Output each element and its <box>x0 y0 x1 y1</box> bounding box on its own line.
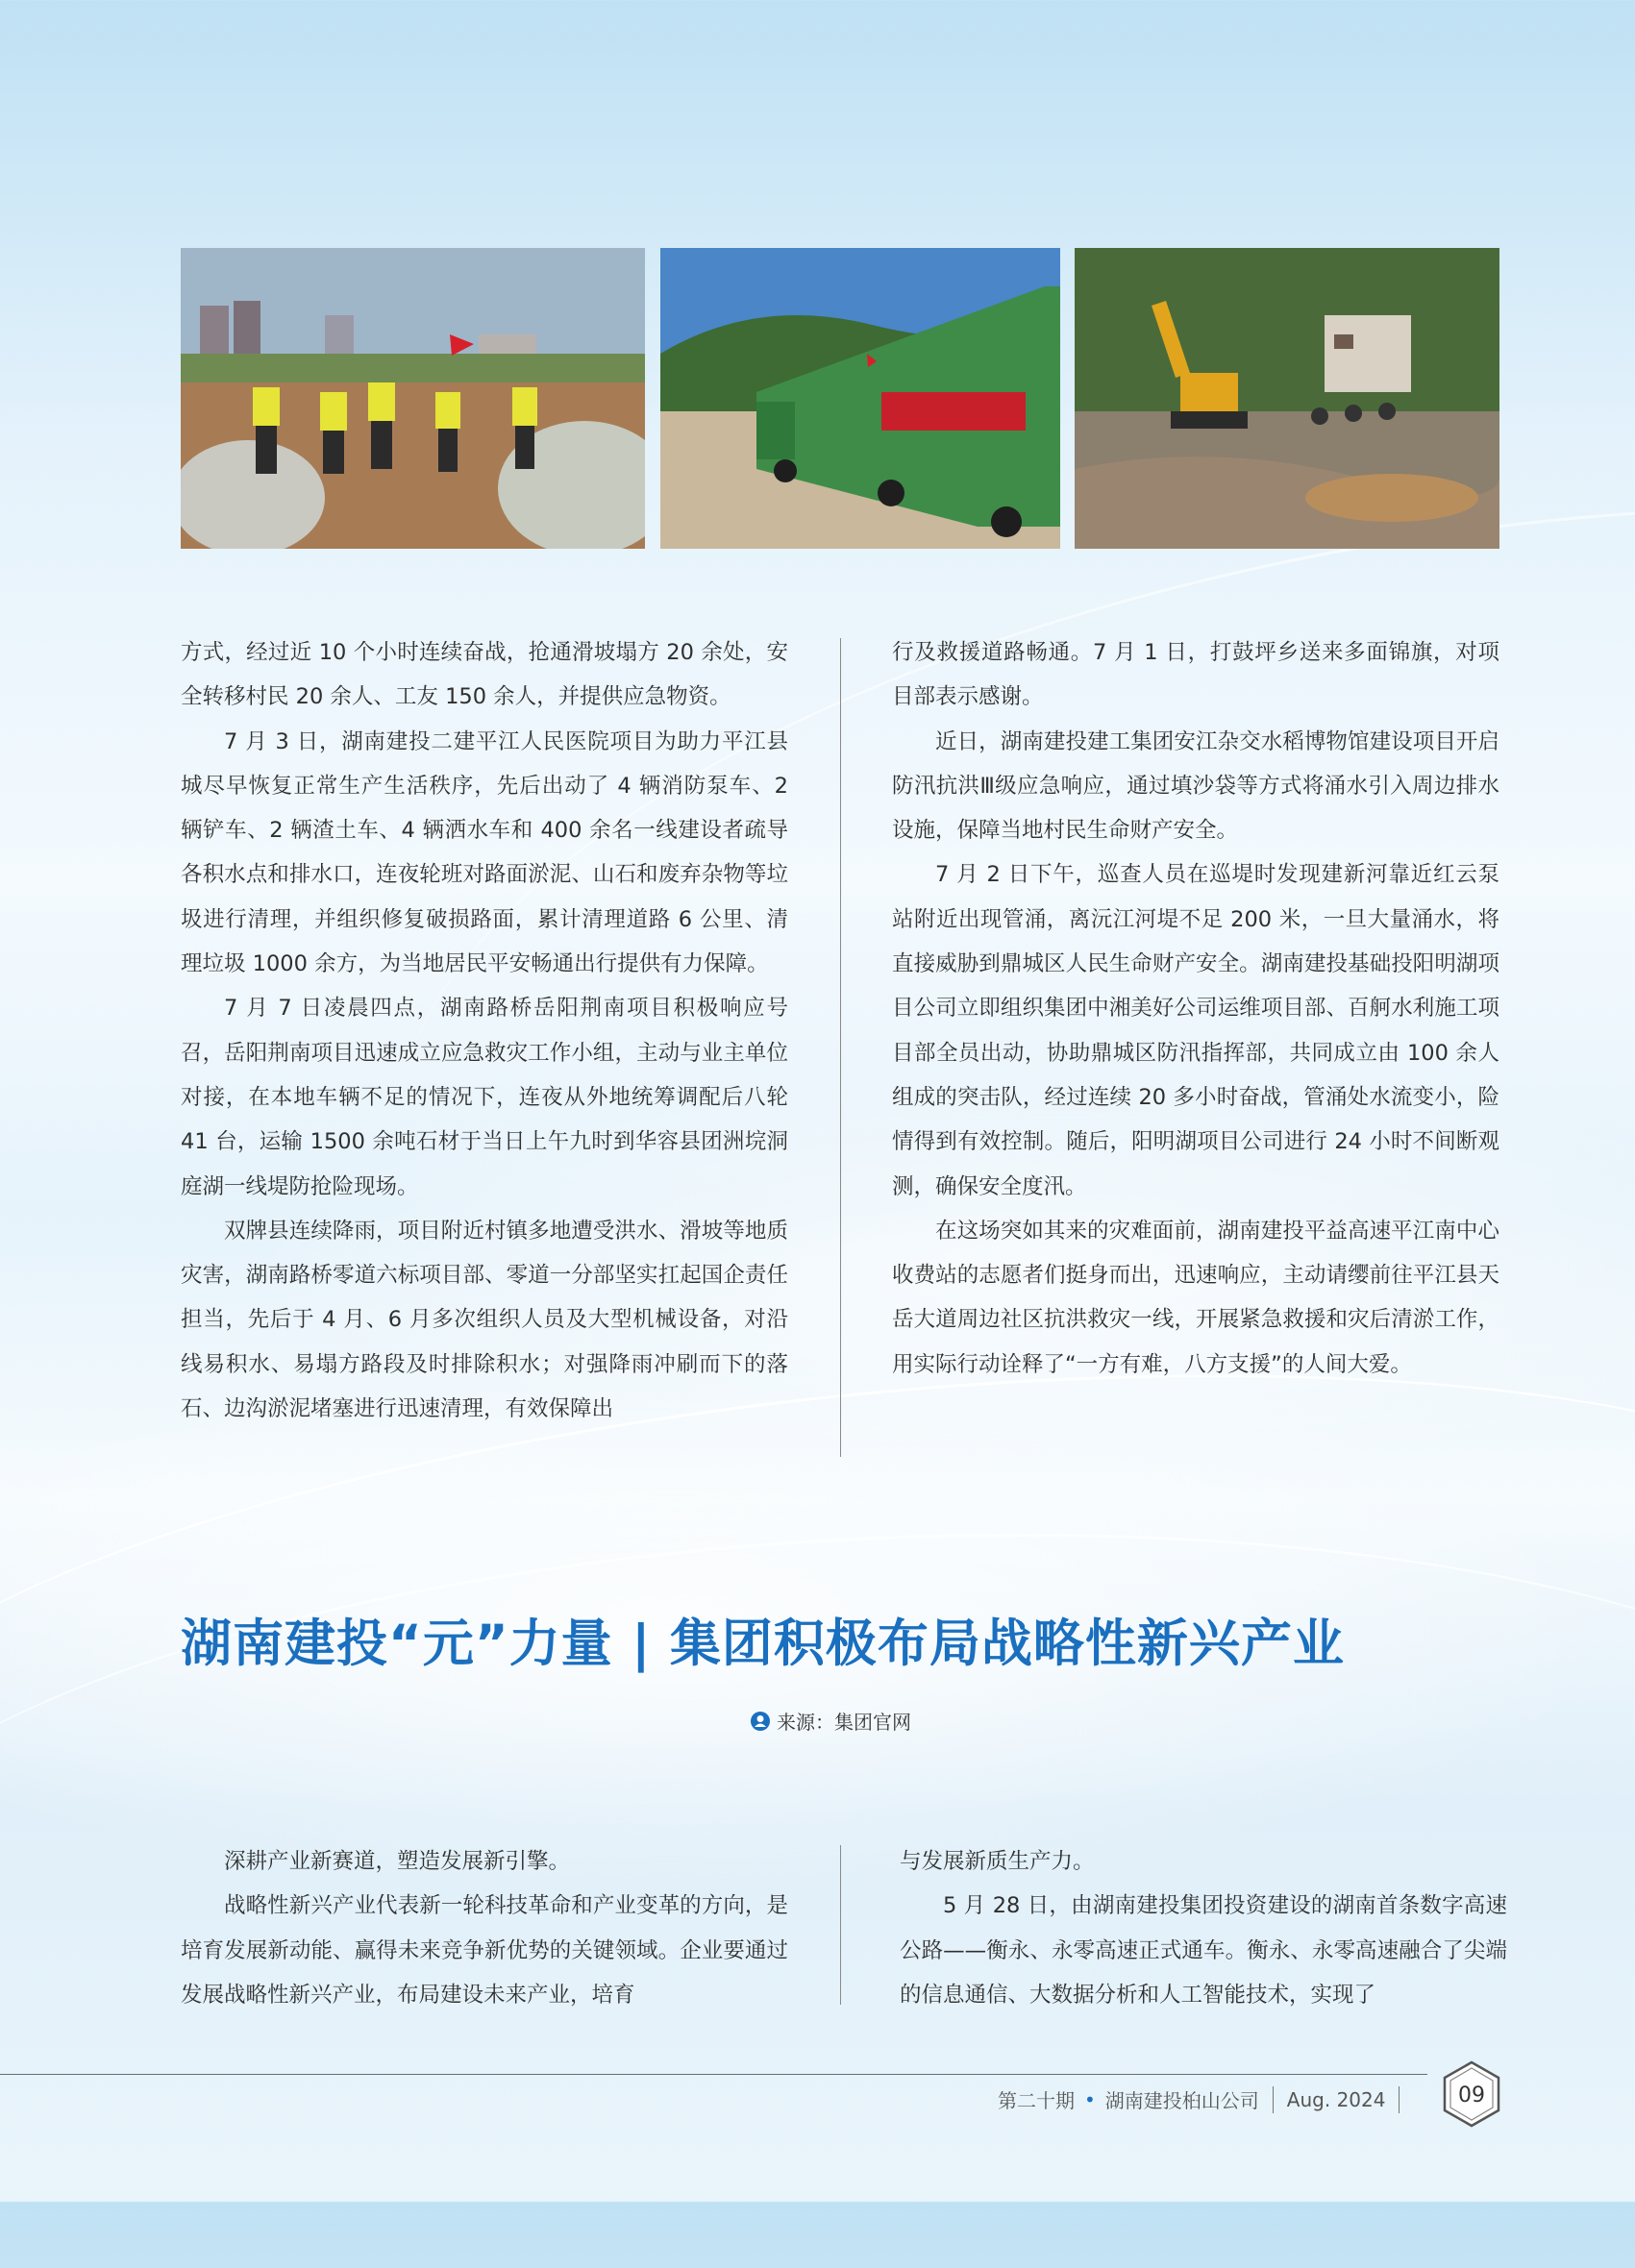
user-icon <box>750 1711 771 1732</box>
page-number: 09 <box>1458 2083 1485 2108</box>
footer-bullet: • <box>1084 2087 1096 2111</box>
paragraph: 方式，经过近 10 个小时连续奋战，抢通滑坡塌方 20 余处，安全转移村民 20 余人、工友 150 余人，并提供应急物资。 <box>181 640 788 710</box>
paragraph: 双牌县连续降雨，项目附近村镇多地遭受洪水、滑坡等地质灾害，湖南路桥零道六标项目部、零道一分部坚实扛起国企责任担当，先后于 4 月、6 月多次组织人员及大型机械设备，对沿线易积水、易塌方路段及时排除积水；对强降雨冲刷而下的落石、边沟淤泥堵塞进行迅速清理，有效保障出 <box>181 1218 788 1422</box>
column-divider <box>840 638 841 1457</box>
page-number-badge <box>1442 2060 1501 2128</box>
article-source <box>750 1707 911 1735</box>
footer-separator <box>1273 2086 1274 2113</box>
paragraph: 与发展新质生产力。 <box>900 1849 1095 1874</box>
article1-right-column <box>892 630 1499 1387</box>
article2-right-column <box>900 1839 1507 2017</box>
paragraph: 7 月 7 日凌晨四点，湖南路桥岳阳荆南项目积极响应号召，岳阳荆南项目迅速成立应急救灾工作小组，主动与业主单位对接，在本地车辆不足的情况下，连夜从外地统筹调配后八轮 41 台，运输 1500 余吨石材于当日上午九时到华容县团洲垸洞庭湖一线堤防抢险现场。 <box>181 996 788 1199</box>
paragraph: 战略性新兴产业代表新一轮科技革命和产业变革的方向，是培育发展新动能、赢得未来竞争新优势的关键领域。企业要通过发展战略性新兴产业，布局建设未来产业，培育 <box>181 1893 788 2008</box>
dump-trucks-photo <box>660 248 1060 549</box>
paragraph: 深耕产业新赛道，塑造发展新引擎。 <box>224 1849 571 1874</box>
article-headline: 湖南建投“元”力量 | 集团积极布局战略性新兴产业 <box>181 1615 1345 1673</box>
paragraph: 7 月 2 日下午，巡查人员在巡堤时发现建新河靠近红云泵站附近出现管涌，离沅江河堤不足 200 米，一旦大量涌水，将直接威胁到鼎城区人民生命财产安全。湖南建投基础投阳明湖项目公司立即组织集团中湘美好公司运维项目部、百舸水利施工项目部全员出动，协助鼎城区防汛指挥部，共同成立由 100 余人组成的突击队，经过连续 20 多小时奋战，管涌处水流变小，险情得到有效控制。随后，阳明湖项目公司进行 24 小时不间断观测，确保安全度汛。 <box>892 862 1499 1199</box>
paragraph: 7 月 3 日，湖南建投二建平江人民医院项目为助力平江县城尽早恢复正常生产生活秩序，先后出动了 4 辆消防泵车、2 辆铲车、2 辆渣土车、4 辆洒水车和 400 余名一线建设者疏导各积水点和排水口，连夜轮班对路面淤泥、山石和废弃杂物等垃圾进行清理，并组织修复破损路面，累计清理道路 6 公里、清理垃圾 1000 余方，为当地居民平安畅通出行提供有力保障。 <box>181 728 788 977</box>
paragraph: 近日，湖南建投建工集团安江杂交水稻博物馆建设项目开启防汛抗洪Ⅲ级应急响应，通过填沙袋等方式将涌水引入周边排水设施，保障当地村民生命财产安全。 <box>892 728 1499 844</box>
article1-left-column <box>181 630 788 1431</box>
article2-left-column <box>181 1839 788 2017</box>
paragraph: 5 月 28 日，由湖南建投集团投资建设的湖南首条数字高速公路——衡永、永零高速正式通车。衡永、永零高速融合了尖端的信息通信、大数据分析和人工智能技术，实现了 <box>900 1893 1507 2008</box>
footer-separator <box>1399 2086 1400 2113</box>
sandbag-rescue-photo <box>181 248 645 549</box>
page-footer <box>998 2085 1413 2113</box>
paragraph: 在这场突如其来的灾难面前，湖南建投平益高速平江南中心收费站的志愿者们挺身而出，迅速响应，主动请缨前往平江县天岳大道周边社区抗洪救灾一线，开展紧急救援和灾后清淤工作，用实际行动诠释了“一方有难，八方支援”的人间大爱。 <box>892 1218 1499 1377</box>
paragraph: 行及救援道路畅通。7 月 1 日，打鼓坪乡送来多面锦旗，对项目部表示感谢。 <box>892 640 1499 710</box>
issue-number: 第二十期 <box>998 2089 1075 2112</box>
footer-rule <box>0 2074 1427 2075</box>
excavator-flood-photo <box>1075 248 1499 549</box>
source-label: 来源：集团官网 <box>777 1711 911 1734</box>
column-divider <box>840 1845 841 2005</box>
issue-date: Aug. 2024 <box>1286 2087 1386 2111</box>
publication-name: 湖南建投桕山公司 <box>1104 2089 1259 2112</box>
